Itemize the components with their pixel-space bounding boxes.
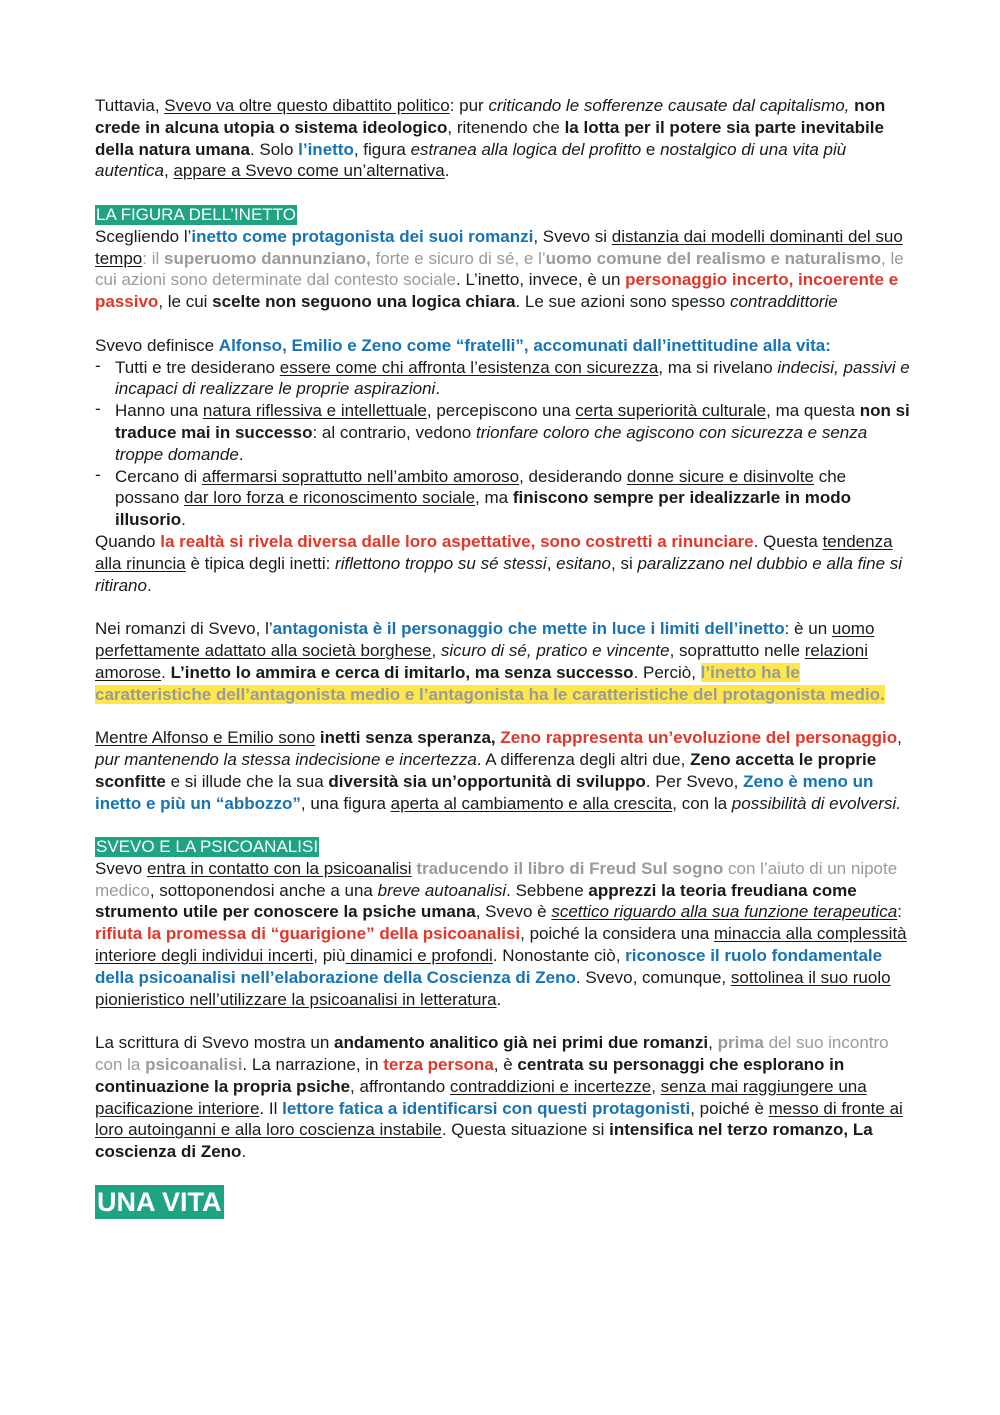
text-span: antagonista è il personaggio che mette in luce i limiti dell’inetto	[272, 619, 785, 639]
text-span: . Per Svevo,	[645, 771, 744, 791]
text-span: finiscono sempre per idealizzarle in modo illusorio	[115, 488, 852, 530]
text-span: .	[496, 989, 502, 1009]
text-span: scelte non seguono una logica chiara	[212, 292, 516, 312]
text-span: , una figura	[300, 793, 391, 813]
text-span: con l’aiuto di un nipote medico	[95, 858, 898, 900]
text-span: .	[181, 510, 186, 530]
text-span: tendenza alla rinuncia	[95, 531, 893, 573]
text-span: , percepiscono una	[426, 401, 576, 421]
text-span: .	[238, 444, 244, 464]
text-span: .	[241, 1142, 247, 1162]
text-span: , con la	[672, 793, 732, 813]
text-span: dar loro forza e riconoscimento sociale	[184, 488, 476, 508]
paragraph-text	[95, 531, 910, 596]
text-span: donne sicure e disinvolte	[626, 466, 814, 486]
paragraph-text	[95, 1032, 910, 1163]
paragraph-svevo-politics	[95, 95, 910, 182]
section-figura-inetto	[95, 204, 910, 313]
paragraph-scrittura	[95, 1032, 910, 1163]
text-span: .	[146, 575, 152, 595]
paragraph-antagonista	[95, 618, 910, 705]
list-item	[95, 466, 910, 531]
text-span: . La narrazione, in	[242, 1055, 384, 1075]
text-span: .	[161, 662, 171, 682]
text-span: e si illude che la sua	[165, 771, 329, 791]
text-span: , affrontando	[350, 1076, 450, 1096]
text-span: nostalgico di una vita più autentica	[95, 139, 847, 181]
text-span: Scegliendo l’	[95, 226, 192, 246]
text-span: . Nonostante ciò,	[492, 946, 626, 966]
text-span: la lotta per il potere sia parte inevitabile della natura umana	[95, 117, 884, 159]
text-span: inetti senza speranza	[319, 728, 491, 748]
text-span: appare a Svevo come un’alternativa	[173, 161, 445, 181]
text-span: relazioni amorose	[95, 640, 869, 682]
section-heading-figura-inetto: LA FIGURA DELL’INETTO	[96, 204, 296, 224]
text-span: entra in contatto con la psicoanalisi	[146, 858, 412, 878]
text-span: è tipica degli inetti:	[185, 553, 336, 573]
text-span: contraddittorie	[729, 292, 838, 312]
text-span: essere come chi affronta l’esistenza con sicurezza	[279, 357, 659, 377]
text-span: esitano	[556, 553, 611, 573]
text-span: ,	[490, 728, 501, 748]
text-span: . Questa situazione si	[441, 1120, 610, 1140]
text-span: e	[641, 139, 661, 159]
text-span: , le cui	[158, 292, 213, 312]
text-span: personaggio incerto, incoerente e passivo	[95, 270, 899, 312]
list-item	[95, 357, 910, 401]
text-span: , sottoponendosi anche a una	[149, 880, 378, 900]
text-span: affermarsi soprattutto nell’ambito amoroso	[201, 466, 520, 486]
text-span: ,	[651, 1076, 661, 1096]
text-span: ,	[164, 161, 174, 181]
text-span: ,	[431, 640, 441, 660]
text-span: del suo incontro con la	[95, 1033, 889, 1075]
text-span: trionfare coloro che agiscono con sicurezza e senza troppe domande	[115, 422, 868, 464]
text-span: ,	[897, 728, 902, 748]
text-span: , ma	[475, 488, 513, 508]
text-span: riflettono troppo su sé stessi	[335, 553, 547, 573]
text-span: ,	[546, 553, 557, 573]
paragraph-text	[95, 226, 910, 313]
section-psicoanalisi	[95, 836, 910, 1010]
text-span: , poiché è	[690, 1098, 769, 1118]
text-span: sicuro di sé, pratico e vincente	[440, 640, 670, 660]
text-span: inetto come protagonista dei suoi romanzi	[191, 226, 534, 246]
paragraph-text	[95, 335, 910, 357]
text-span: Quando	[95, 531, 161, 551]
paragraph-text	[95, 727, 910, 814]
text-span: Alfonso, Emilio e Zeno come “fratelli”, accomunati dall’inettitudine alla vita:	[218, 335, 831, 355]
text-span: centrata su personaggi che esplorano in continuazione la propria psiche	[95, 1055, 845, 1096]
text-span: minaccia alla complessità interiore degli individui incerti	[95, 924, 907, 966]
chapter-heading-una-vita: UNA VITA	[97, 1186, 222, 1217]
paragraph-text	[95, 618, 910, 705]
text-span: , ritenendo che	[447, 117, 565, 137]
section-heading-psicoanalisi: SVEVO E LA PSICOANALISI	[96, 837, 319, 857]
text-span: : è un	[784, 619, 832, 639]
text-span: Svevo va oltre questo dibattito politico	[164, 96, 450, 115]
text-span: uomo comune del realismo e naturalismo	[545, 248, 882, 268]
text-span: . Sebbene	[506, 880, 589, 900]
text-span: . Solo	[249, 139, 299, 159]
text-span: paralizzano nel dubbio e alla fine si ritirano	[95, 553, 903, 595]
text-span: apprezzi la teoria freudiana come strumento utile per conoscere la psiche umana	[95, 880, 857, 922]
text-span: traducendo il libro di Freud Sul sogno	[416, 858, 724, 878]
text-span: lettore fatica a identificarsi con questi protagonisti	[277, 1098, 691, 1118]
text-span: , è	[493, 1055, 518, 1075]
text-span: ,	[708, 1033, 718, 1053]
text-span: Svevo	[95, 858, 147, 878]
text-span: . Perciò,	[633, 662, 701, 682]
text-span: messo di fronte ai loro autoinganni e alla loro coscienza instabile	[95, 1098, 903, 1140]
paragraph-zeno-evoluzione	[95, 727, 910, 814]
text-span: la realtà si rivela diversa dalle loro aspettative, sono costretti a rinunciare	[160, 531, 754, 551]
text-span: .	[435, 379, 441, 399]
text-span: , le cui azioni sono determinate dal contesto sociale	[95, 248, 904, 290]
text-span: Tuttavia,	[95, 96, 165, 115]
text-span: Nei romanzi di Svevo, l’	[95, 619, 273, 639]
text-span: sottolinea il suo ruolo pionieristico nell’utilizzare la psicoanalisi in letteratura	[95, 967, 891, 1009]
text-span: pur mantenendo la stessa indecisione e incertezza	[95, 749, 477, 769]
text-span: diversità sia un’opportunità di sviluppo	[328, 771, 646, 791]
text-span: . Svevo, comunque,	[575, 967, 731, 987]
paragraph-text	[95, 95, 910, 182]
text-span: . L’inetto, invece, è un	[456, 270, 626, 290]
text-span: , più	[313, 946, 346, 966]
text-span: Zeno rappresenta un’evoluzione del personaggio	[500, 728, 898, 748]
text-span: L’inetto lo ammira e cerca di imitarlo, ma senza successo	[170, 662, 634, 682]
text-span: estranea alla logica del profitto	[410, 139, 642, 159]
text-span: .	[444, 161, 450, 181]
text-span: , si	[611, 553, 638, 573]
text-span: andamento analitico già nei primi due romanzi	[334, 1033, 709, 1053]
text-span: . Questa	[753, 531, 823, 551]
text-span: , poiché la considera una	[520, 924, 714, 944]
text-span: : il	[142, 248, 164, 268]
text-span: prima	[717, 1033, 764, 1053]
text-span: contraddizioni e incertezze	[449, 1076, 652, 1096]
text-span: criticando le sofferenze causate dal capitalismo,	[488, 96, 850, 115]
text-span: La scrittura di Svevo mostra un	[95, 1033, 335, 1053]
text-span: terza persona	[383, 1055, 494, 1075]
text-span: dinamici e profondi	[345, 946, 493, 966]
text-span: possibilità di evolversi.	[731, 793, 901, 813]
text-span: rifiuta la promessa di “guarigione” della psicoanalisi	[95, 924, 521, 944]
text-span: Tutti e tre desiderano	[115, 357, 280, 377]
text-span: non si traduce mai in successo	[115, 401, 910, 442]
text-span: intensifica nel terzo romanzo, La coscienza di Zeno	[95, 1120, 873, 1162]
text-span: . Le sue azioni sono spesso	[515, 292, 730, 312]
text-span: : pur	[449, 96, 489, 115]
paragraph-text	[95, 858, 910, 1011]
text-span: non crede in alcuna utopia o sistema ideologico	[95, 96, 886, 137]
text-span: certa superiorità culturale	[575, 401, 767, 421]
text-span: Hanno una	[115, 401, 203, 421]
text-span: , soprattutto nelle	[669, 640, 805, 660]
text-span: natura riflessiva e intellettuale	[202, 401, 427, 421]
text-span: riconosce il ruolo fondamentale della psicoanalisi nell’elaborazione della Coscienza di Zeno	[95, 946, 883, 987]
text-span: scettico riguardo alla sua funzione terapeutica	[551, 902, 898, 922]
text-span: : al contrario, vedono	[312, 422, 476, 442]
paragraph-fratelli	[95, 335, 910, 597]
text-span: , Svevo è	[475, 902, 552, 922]
text-span: Mentre Alfonso e Emilio sono	[95, 728, 316, 748]
text-span: l’inetto	[298, 139, 354, 159]
section-una-vita	[95, 1185, 910, 1219]
text-span: Cercano di	[115, 466, 202, 486]
text-span: uomo perfettamente adattato alla società borghese	[95, 619, 875, 660]
text-span: aperta al cambiamento e alla crescita	[390, 793, 673, 813]
text-span: senza mai raggiungere una pacificazione interiore	[95, 1076, 867, 1118]
text-span: . A differenza degli altri due,	[476, 749, 691, 769]
text-span: che possano	[115, 466, 847, 508]
text-span: , ma si rivelano	[658, 357, 778, 377]
text-span: indecisi, passivi e incapaci di realizzare le proprie aspirazioni	[115, 357, 910, 399]
text-span: Svevo definisce	[95, 335, 219, 355]
text-span: Zeno accetta le proprie sconfitte	[95, 749, 877, 791]
text-span: forte e sicuro di sé, e l’	[370, 248, 546, 268]
text-span: psicoanalisi	[145, 1055, 243, 1075]
text-span: :	[897, 902, 902, 922]
text-span: distanzia dai modelli dominanti del suo tempo	[95, 226, 903, 268]
text-span: , desiderando	[519, 466, 627, 486]
text-span: breve autoanalisi	[377, 880, 507, 900]
list-item	[95, 400, 910, 465]
text-span: superuomo dannunziano,	[163, 248, 371, 268]
text-span: Zeno è meno un inetto e più un “abbozzo”	[95, 771, 874, 813]
text-span: , figura	[353, 139, 411, 159]
text-span: , Svevo si	[533, 226, 612, 246]
text-span: . Il	[259, 1098, 278, 1118]
dash-list	[95, 357, 910, 531]
text-span: , ma questa	[766, 401, 860, 421]
highlighted-text: l’inetto ha le caratteristiche dell’antagonista medio e l’antagonista ha le caratteristiche del protagonista medio.	[95, 662, 885, 704]
